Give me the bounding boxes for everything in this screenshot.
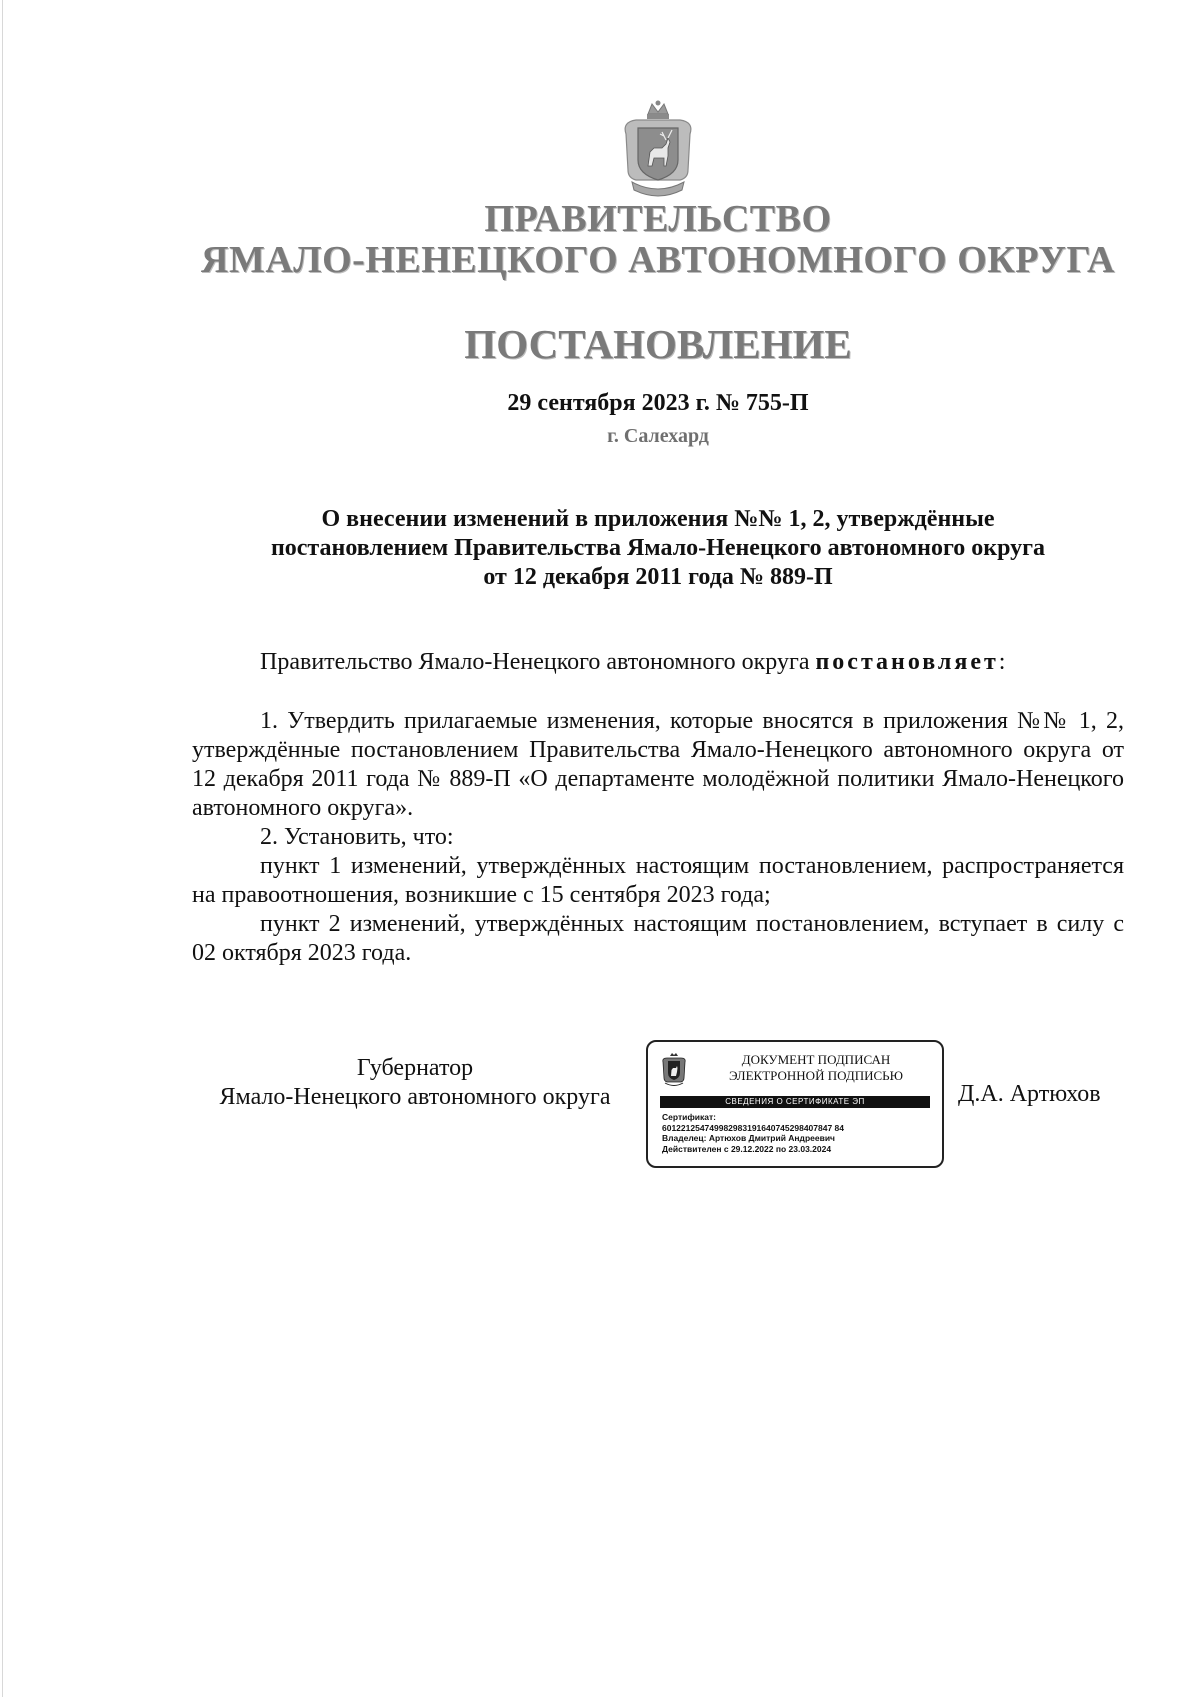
paragraph-3: пункт 1 изменений, утверждённых настоящим постановлением, распространяется на правоотношения, возникшие с 15 сентября 2023 года; — [192, 853, 1124, 908]
stamp-certificate-bar: СВЕДЕНИЯ О СЕРТИФИКАТЕ ЭП — [660, 1096, 930, 1108]
paragraph-1: 1. Утвердить прилагаемые изменения, которые вносятся в приложения №№ 1, 2, утверждённые постановлением Правительства Ямало-Ненецкого автономного округа от 12 декабря 2011 года № 889-П «О департаменте молодёжной политики Ямало-Ненецкого автономного округа». — [192, 708, 1124, 821]
signer-position-line: Губернатор — [356, 1055, 474, 1081]
resolution-body — [192, 707, 1124, 968]
signer-name: Д.А. Артюхов — [958, 1081, 1101, 1107]
document-subject — [58, 505, 1200, 592]
intro-end: : — [998, 649, 1006, 675]
government-title: ПРАВИТЕЛЬСТВО — [484, 198, 832, 240]
stamp-cert-number: 601221254749982983191640745298407847 84 — [662, 1122, 844, 1133]
electronic-signature-stamp — [646, 1040, 944, 1168]
stamp-validity: Действителен с 29.12.2022 по 23.03.2024 — [662, 1143, 832, 1154]
stamp-owner: Владелец: Артюхов Дмитрий Андреевич — [662, 1133, 835, 1143]
intro-verb: постановляет — [815, 649, 999, 675]
stamp-title — [696, 1052, 936, 1084]
paragraph-4: пункт 2 изменений, утверждённых настоящим постановлением, вступает в силу с 02 октября 2023 года. — [192, 911, 1124, 966]
government-region: ЯМАЛО-НЕНЕЦКОГО АВТОНОМНОГО ОКРУГА — [201, 239, 1115, 281]
stamp-cert-label: Сертификат: — [662, 1112, 716, 1122]
intro-paragraph — [192, 648, 1124, 677]
intro-text: Правительство Ямало-Ненецкого автономного округа — [260, 649, 816, 675]
subject-line: О внесении изменений в приложения №№ 1, 2, утверждённые — [321, 506, 995, 532]
paragraph-2: 2. Установить, что: — [260, 824, 454, 850]
stamp-title-line: ЭЛЕКТРОННОЙ ПОДПИСЬЮ — [729, 1068, 903, 1083]
document-city: г. Салехард — [607, 425, 709, 447]
stamp-title-line: ДОКУМЕНТ ПОДПИСАН — [741, 1052, 891, 1067]
coat-of-arms-icon — [618, 100, 698, 204]
scan-edge — [2, 0, 3, 1697]
document-date-number: 29 сентября 2023 г. № 755-П — [507, 390, 809, 416]
subject-line: постановлением Правительства Ямало-Ненецкого автономного округа — [270, 535, 1046, 561]
signer-position — [192, 1054, 638, 1112]
signer-position-line: Ямало-Ненецкого автономного округа — [219, 1084, 611, 1110]
stamp-certificate-info — [662, 1112, 938, 1154]
subject-line: от 12 декабря 2011 года № 889-П — [483, 564, 833, 590]
document-type: ПОСТАНОВЛЕНИЕ — [464, 321, 852, 367]
coat-of-arms-icon — [660, 1052, 688, 1088]
